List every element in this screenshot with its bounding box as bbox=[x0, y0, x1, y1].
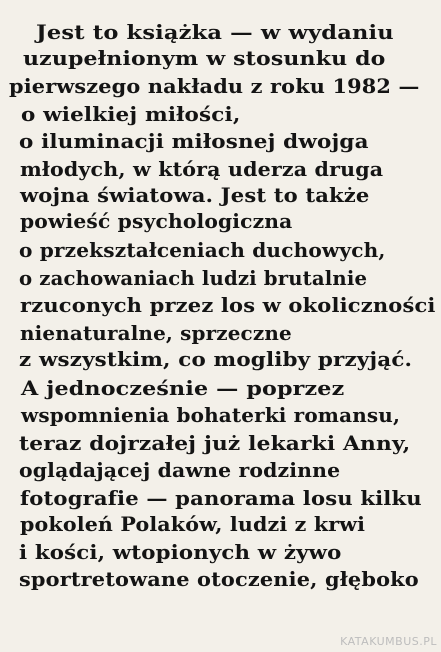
text-line: o przekształceniach duchowych, bbox=[19, 239, 386, 262]
text-line: Jest to książka — w wydaniu bbox=[36, 21, 394, 44]
text-line: powieść psychologiczna bbox=[20, 210, 293, 233]
text-line: młodych, w którą uderza druga bbox=[20, 158, 384, 181]
text-line: z wszystkim, co mogliby przyjąć. bbox=[19, 348, 413, 371]
text-line: o wielkiej miłości, bbox=[21, 103, 241, 126]
text-line: uzupełnionym w stosunku do bbox=[23, 47, 386, 70]
text-line: rzuconych przez los w okoliczności bbox=[20, 294, 436, 317]
text-line: wojna światowa. Jest to także bbox=[20, 184, 370, 207]
text-line: sportretowane otoczenie, głęboko bbox=[19, 568, 419, 591]
text-line: nienaturalne, sprzeczne bbox=[20, 322, 292, 345]
text-line: o zachowaniach ludzi brutalnie bbox=[19, 267, 368, 290]
text-line: oglądającej dawne rodzinne bbox=[19, 459, 341, 482]
text-line: A jednocześnie — poprzez bbox=[21, 377, 345, 400]
text-line: o iluminacji miłosnej dwojga bbox=[19, 130, 369, 153]
text-line: i kości, wtopionych w żywo bbox=[19, 541, 342, 564]
watermark: KATAKUMBUS.PL bbox=[340, 635, 437, 648]
text-line: fotografie — panorama losu kilku bbox=[20, 487, 422, 510]
text-line: wspomnienia bohaterki romansu, bbox=[21, 404, 401, 427]
text-line: pierwszego nakładu z roku 1982 — bbox=[9, 75, 420, 98]
text-line: pokoleń Polaków, ludzi z krwi bbox=[20, 513, 366, 536]
text-line: teraz dojrzałej już lekarki Anny, bbox=[19, 432, 411, 455]
